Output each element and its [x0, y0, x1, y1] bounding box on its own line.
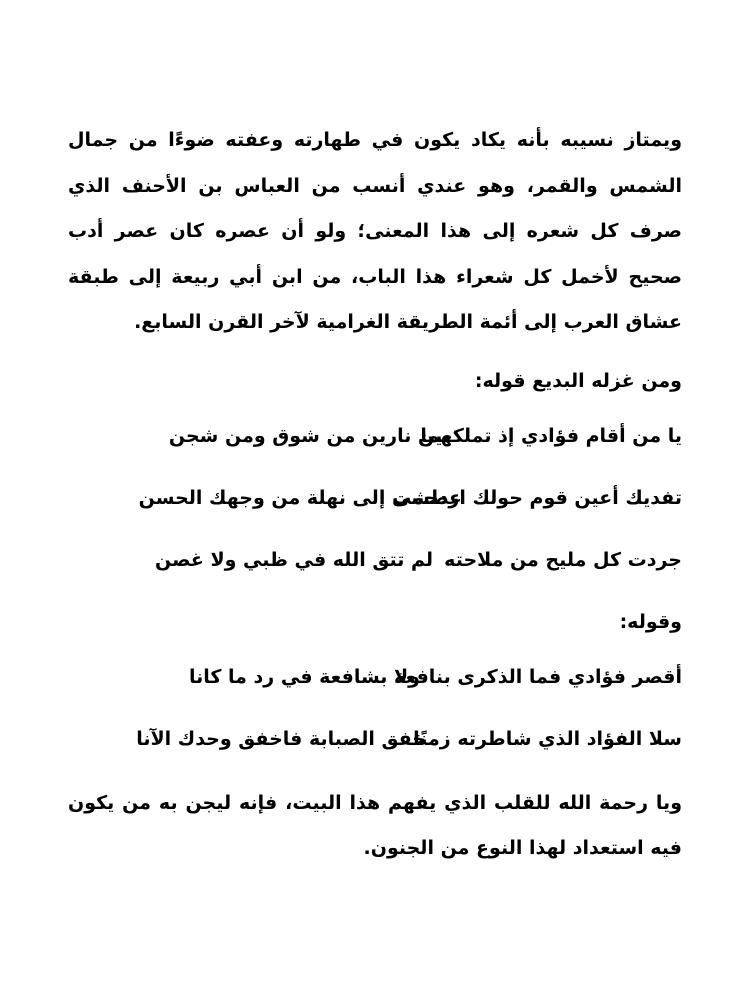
verse-second-hemistich: ولا بشافعة في رد ما كانا	[188, 665, 420, 688]
verse-line	[68, 414, 682, 476]
verse-second-hemistich: خفق الصبابة فاخفق وحدك الآنا	[136, 727, 426, 750]
verse-first-hemistich: يا من أقام فؤادي إذ تملكهما	[420, 424, 682, 447]
closing-paragraph: ويا رحمة الله للقلب الذي يفهم هذا البيت، فإنه ليجن به من يكون فيه استعداد لهذا النوع من الجنون.	[68, 791, 682, 859]
verses-heading-2: وقوله:	[619, 610, 682, 633]
verse-line	[68, 655, 682, 717]
verse-second-hemistich: لم تتق الله في ظبي ولا غصن	[155, 548, 433, 571]
verses-heading-1: ومن غزله البديع قوله:	[474, 369, 682, 392]
verse-line	[68, 476, 682, 538]
verse-first-hemistich: تفديك أعين قوم حولك ازدحمت	[392, 486, 682, 509]
verse-first-hemistich: أقصر فؤادي فما الذكرى بنافعة	[394, 665, 682, 688]
book-page	[68, 118, 682, 872]
verse-line	[68, 717, 682, 779]
verse-second-hemistich: عطشى إلى نهلة من وجهك الحسن	[138, 486, 462, 509]
verse-line	[68, 538, 682, 600]
verse-second-hemistich: بين نارين من شوق ومن شجن	[168, 424, 450, 447]
verse-first-hemistich: سلا الفؤاد الذي شاطرته زمنًا	[413, 727, 682, 750]
intro-paragraph: ويمتاز نسيبه بأنه يكاد يكون في طهارته وعفته ضوءًا من جمال الشمس والقمر، وهو عندي أنسب من العباس بن الأحنف الذي صرف كل شعره إلى هذا المعنى؛ ولو أن عصره كان عصر أدب صحيح لأخمل كل شعراء هذا الباب، من ابن أبي ربيعة إلى طبقة عشاق العرب إلى أئمة الطريقة الغرامية لآخر القرن السابع.	[68, 129, 682, 333]
verse-first-hemistich: جردت كل مليح من ملاحته	[444, 548, 682, 571]
